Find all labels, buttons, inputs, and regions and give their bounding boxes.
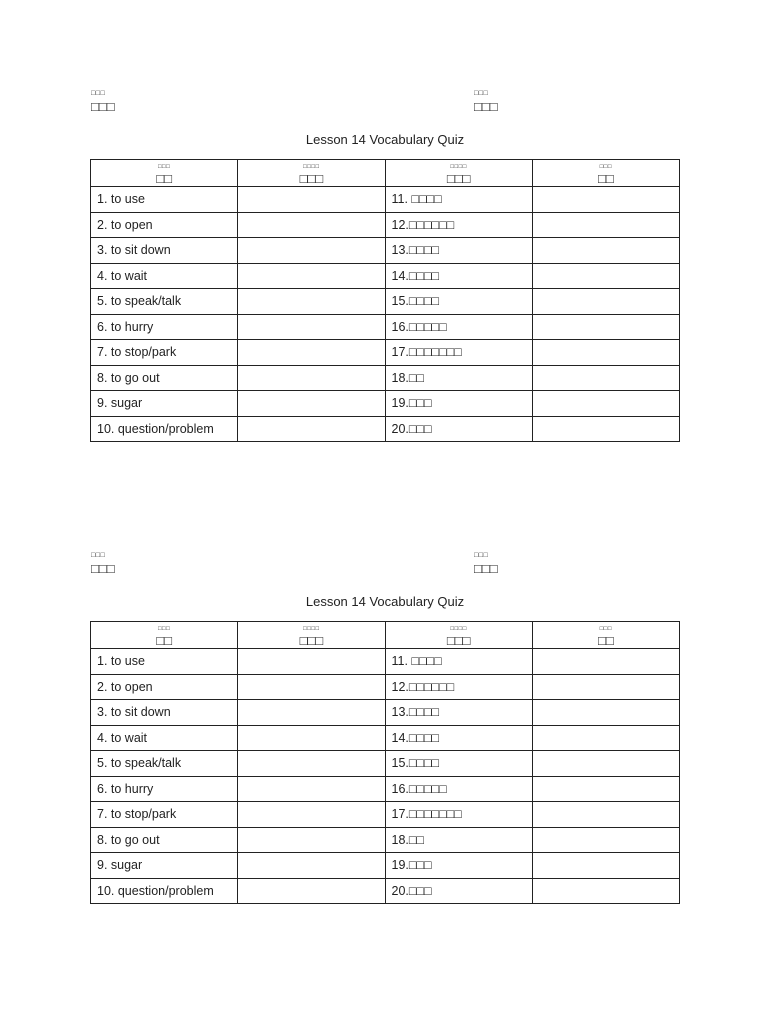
answer-cell[interactable]	[532, 649, 679, 675]
date-label	[474, 90, 498, 113]
table-row	[91, 649, 680, 675]
date-ruby: □□□	[474, 90, 489, 97]
answer-cell[interactable]	[238, 878, 385, 904]
english-prompt: 1. to use	[91, 649, 238, 675]
answer-cell[interactable]	[238, 827, 385, 853]
date-text: □□□	[474, 561, 498, 576]
english-prompt: 1. to use	[91, 187, 238, 213]
english-prompt: 5. to speak/talk	[91, 289, 238, 315]
table-row	[91, 700, 680, 726]
answer-cell[interactable]	[532, 827, 679, 853]
header-english	[91, 622, 238, 649]
header-ruby: □□□□	[303, 626, 320, 632]
table-row	[91, 238, 680, 264]
vocab-table	[90, 159, 680, 442]
korean-prompt: 16.□□□□□	[385, 314, 532, 340]
header-text: □□	[156, 171, 172, 186]
table-row	[91, 416, 680, 442]
header-korean	[385, 622, 532, 649]
korean-prompt: 19.□□□	[385, 853, 532, 879]
header-ruby: □□□□	[450, 626, 467, 632]
korean-prompt: 20.□□□	[385, 878, 532, 904]
answer-cell[interactable]	[238, 649, 385, 675]
header-text: □□□	[446, 171, 471, 186]
answer-cell[interactable]	[238, 391, 385, 417]
header-english-answer	[532, 622, 679, 649]
header-korean	[385, 160, 532, 187]
korean-prompt: 15.□□□□	[385, 289, 532, 315]
table-row	[91, 674, 680, 700]
answer-cell[interactable]	[238, 212, 385, 238]
korean-prompt: 12.□□□□□□	[385, 674, 532, 700]
name-ruby: □□□	[91, 90, 106, 97]
table-row	[91, 187, 680, 213]
table-row	[91, 751, 680, 777]
header-text: □□□	[299, 171, 324, 186]
korean-prompt: 14.□□□□	[385, 725, 532, 751]
name-label	[91, 90, 115, 113]
answer-cell[interactable]	[238, 802, 385, 828]
vocab-table	[90, 621, 680, 904]
korean-prompt: 18.□□	[385, 827, 532, 853]
korean-prompt: 13.□□□□	[385, 238, 532, 264]
table-row	[91, 314, 680, 340]
answer-cell[interactable]	[532, 340, 679, 366]
korean-prompt: 17.□□□□□□□	[385, 340, 532, 366]
english-prompt: 8. to go out	[91, 365, 238, 391]
answer-cell[interactable]	[532, 751, 679, 777]
korean-prompt: 19.□□□	[385, 391, 532, 417]
english-prompt: 9. sugar	[91, 853, 238, 879]
english-prompt: 4. to wait	[91, 725, 238, 751]
table-row	[91, 289, 680, 315]
answer-cell[interactable]	[532, 289, 679, 315]
korean-prompt: 14.□□□□	[385, 263, 532, 289]
answer-cell[interactable]	[238, 238, 385, 264]
table-row	[91, 878, 680, 904]
date-ruby: □□□	[474, 552, 489, 559]
header-korean-answer	[238, 622, 385, 649]
table-row	[91, 827, 680, 853]
header-english	[91, 160, 238, 187]
english-prompt: 4. to wait	[91, 263, 238, 289]
header-ruby: □□□	[157, 164, 171, 170]
table-row	[91, 853, 680, 879]
answer-cell[interactable]	[238, 340, 385, 366]
answer-cell[interactable]	[532, 674, 679, 700]
korean-prompt: 18.□□	[385, 365, 532, 391]
answer-cell[interactable]	[532, 314, 679, 340]
header-text: □□	[598, 171, 614, 186]
header-ruby: □□□	[599, 626, 613, 632]
answer-cell[interactable]	[238, 314, 385, 340]
korean-prompt: 20.□□□	[385, 416, 532, 442]
english-prompt: 7. to stop/park	[91, 340, 238, 366]
table-row	[91, 365, 680, 391]
answer-cell[interactable]	[532, 853, 679, 879]
korean-prompt: 16.□□□□□	[385, 776, 532, 802]
header-text: □□	[598, 633, 614, 648]
quiz-sheet-1	[90, 90, 680, 450]
answer-cell[interactable]	[238, 853, 385, 879]
korean-prompt: 11. □□□□	[385, 649, 532, 675]
date-text: □□□	[474, 99, 498, 114]
answer-cell[interactable]	[532, 238, 679, 264]
quiz-title: Lesson 14 Vocabulary Quiz	[305, 132, 465, 147]
english-prompt: 7. to stop/park	[91, 802, 238, 828]
answer-cell[interactable]	[238, 365, 385, 391]
english-prompt: 10. question/problem	[91, 416, 238, 442]
header-korean-answer	[238, 160, 385, 187]
answer-cell[interactable]	[532, 416, 679, 442]
english-prompt: 8. to go out	[91, 827, 238, 853]
table-row	[91, 725, 680, 751]
english-prompt: 6. to hurry	[91, 314, 238, 340]
table-row	[91, 776, 680, 802]
english-prompt: 9. sugar	[91, 391, 238, 417]
answer-cell[interactable]	[238, 674, 385, 700]
english-prompt: 6. to hurry	[91, 776, 238, 802]
answer-cell[interactable]	[532, 802, 679, 828]
english-prompt: 3. to sit down	[91, 700, 238, 726]
english-prompt: 3. to sit down	[91, 238, 238, 264]
header-ruby: □□□	[157, 626, 171, 632]
answer-cell[interactable]	[238, 776, 385, 802]
quiz-sheet-2	[90, 552, 680, 912]
korean-prompt: 13.□□□□	[385, 700, 532, 726]
english-prompt: 2. to open	[91, 674, 238, 700]
korean-prompt: 11. □□□□	[385, 187, 532, 213]
english-prompt: 10. question/problem	[91, 878, 238, 904]
answer-cell[interactable]	[532, 391, 679, 417]
table-row	[91, 340, 680, 366]
name-text: □□□	[91, 561, 115, 576]
answer-cell[interactable]	[238, 263, 385, 289]
answer-cell[interactable]	[238, 289, 385, 315]
table-row	[91, 391, 680, 417]
header-row	[91, 160, 680, 187]
header-ruby: □□□□	[303, 164, 320, 170]
header-text: □□	[156, 633, 172, 648]
answer-cell[interactable]	[238, 725, 385, 751]
answer-cell[interactable]	[532, 725, 679, 751]
answer-cell[interactable]	[532, 212, 679, 238]
name-text: □□□	[91, 99, 115, 114]
table-row	[91, 263, 680, 289]
answer-cell[interactable]	[532, 187, 679, 213]
korean-prompt: 12.□□□□□□	[385, 212, 532, 238]
header-english-answer	[532, 160, 679, 187]
answer-cell[interactable]	[238, 187, 385, 213]
korean-prompt: 17.□□□□□□□	[385, 802, 532, 828]
header-text: □□□	[446, 633, 471, 648]
answer-cell[interactable]	[532, 878, 679, 904]
table-row	[91, 212, 680, 238]
header-ruby: □□□□	[450, 164, 467, 170]
answer-cell[interactable]	[238, 751, 385, 777]
answer-cell[interactable]	[238, 416, 385, 442]
answer-cell[interactable]	[532, 263, 679, 289]
table-row	[91, 802, 680, 828]
answer-cell[interactable]	[532, 776, 679, 802]
header-row	[91, 622, 680, 649]
date-label	[474, 552, 498, 575]
answer-cell[interactable]	[532, 700, 679, 726]
english-prompt: 5. to speak/talk	[91, 751, 238, 777]
english-prompt: 2. to open	[91, 212, 238, 238]
quiz-title: Lesson 14 Vocabulary Quiz	[305, 594, 465, 609]
name-ruby: □□□	[91, 552, 106, 559]
header-ruby: □□□	[599, 164, 613, 170]
header-text: □□□	[299, 633, 324, 648]
name-label	[91, 552, 115, 575]
answer-cell[interactable]	[238, 700, 385, 726]
answer-cell[interactable]	[532, 365, 679, 391]
korean-prompt: 15.□□□□	[385, 751, 532, 777]
